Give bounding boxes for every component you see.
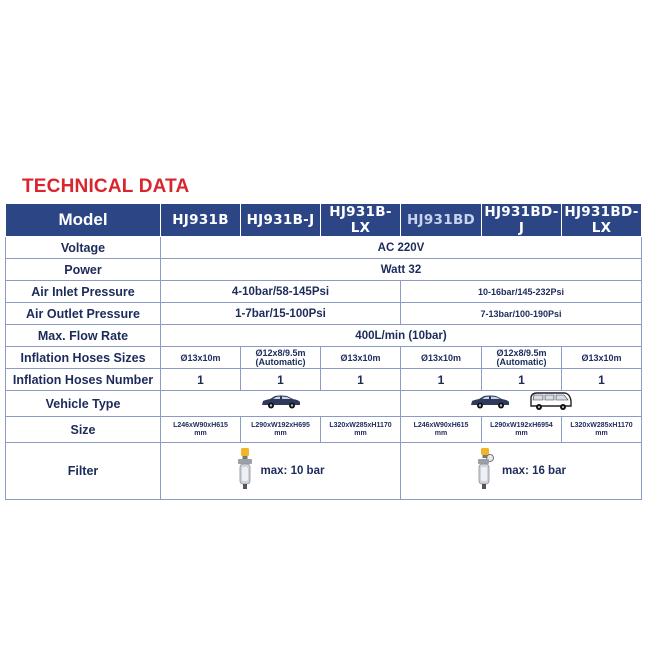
size-cell bbox=[401, 417, 482, 443]
air-inlet-value-bd: 10-16bar/145-232Psi bbox=[401, 281, 642, 303]
hose-size-cell bbox=[562, 347, 642, 369]
hose-number-value: 1 bbox=[161, 369, 241, 391]
size-cell bbox=[321, 417, 401, 443]
size-cell bbox=[482, 417, 562, 443]
air-inlet-label: Air Inlet Pressure bbox=[6, 281, 161, 303]
page-title: TECHNICAL DATA bbox=[22, 176, 190, 197]
size-label: Size bbox=[6, 417, 161, 443]
model-hj931bd: HJ931BD bbox=[401, 204, 482, 237]
van-icon bbox=[529, 391, 573, 416]
vehicle-type-b bbox=[161, 391, 401, 417]
size-unit: mm bbox=[595, 429, 608, 437]
hose-number-value: 1 bbox=[321, 369, 401, 391]
technical-data-table bbox=[5, 203, 642, 500]
filter-bd bbox=[401, 443, 642, 500]
size-text: L290xW192xH6954 bbox=[490, 421, 553, 429]
model-hj931bd-j: HJ931BD-J bbox=[482, 204, 562, 237]
hose-size-text: Ø12x8/9.5m bbox=[255, 347, 306, 358]
size-cell bbox=[562, 417, 642, 443]
car-icon bbox=[260, 393, 302, 414]
hose-size-text: Ø13x10m bbox=[180, 352, 221, 363]
hose-size-note: (Automatic) bbox=[496, 356, 547, 367]
model-hj931b-lx: HJ931B-LX bbox=[321, 204, 401, 237]
filter-label: Filter bbox=[6, 443, 161, 500]
hose-number-value: 1 bbox=[482, 369, 562, 391]
air-filter-regulator-icon bbox=[476, 447, 494, 496]
hose-size-note: (Automatic) bbox=[255, 356, 306, 367]
hose-size-text: Ø13x10m bbox=[420, 352, 462, 363]
hose-sizes-row bbox=[6, 347, 642, 369]
filter-b bbox=[161, 443, 401, 500]
model-hj931b-j: HJ931B-J bbox=[241, 204, 321, 237]
filter-max-bd: max: 16 bar bbox=[502, 465, 566, 477]
hose-size-cell bbox=[482, 347, 562, 369]
model-header-label: Model bbox=[6, 204, 161, 237]
size-unit: mm bbox=[274, 429, 287, 437]
voltage-label: Voltage bbox=[6, 237, 161, 259]
voltage-value: AC 220V bbox=[161, 237, 642, 259]
size-text: L320xW285xH1170 bbox=[329, 421, 392, 429]
air-outlet-label: Air Outlet Pressure bbox=[6, 303, 161, 325]
voltage-row bbox=[6, 237, 642, 259]
size-text: L290xW192xH695 bbox=[251, 421, 310, 429]
hose-size-text: Ø13x10m bbox=[340, 352, 381, 363]
flow-rate-row bbox=[6, 325, 642, 347]
hose-sizes-label: Inflation Hoses Sizes bbox=[6, 347, 161, 369]
size-unit: mm bbox=[354, 429, 367, 437]
size-cell bbox=[241, 417, 321, 443]
model-hj931bd-lx: HJ931BD-LX bbox=[562, 204, 642, 237]
hose-number-row bbox=[6, 369, 642, 391]
size-row bbox=[6, 417, 642, 443]
air-inlet-value-b: 4-10bar/58-145Psi bbox=[161, 281, 401, 303]
hose-number-value: 1 bbox=[241, 369, 321, 391]
size-text: L246xW90xH615 bbox=[413, 421, 469, 429]
size-cell bbox=[161, 417, 241, 443]
air-outlet-value-b: 1-7bar/15-100Psi bbox=[161, 303, 401, 325]
vehicle-type-row bbox=[6, 391, 642, 417]
size-unit: mm bbox=[515, 429, 528, 437]
size-unit: mm bbox=[434, 429, 448, 437]
hose-size-text: Ø13x10m bbox=[581, 352, 622, 363]
filter-row bbox=[6, 443, 642, 500]
air-outlet-value-bd: 7-13bar/100-190Psi bbox=[401, 303, 642, 325]
header-row bbox=[6, 204, 642, 237]
vehicle-type-bd bbox=[401, 391, 642, 417]
power-row bbox=[6, 259, 642, 281]
hose-size-cell bbox=[321, 347, 401, 369]
car-icon bbox=[469, 393, 511, 414]
size-text: L320xW285xH1170 bbox=[570, 421, 633, 429]
air-outlet-row bbox=[6, 303, 642, 325]
flow-rate-value: 400L/min (10bar) bbox=[161, 325, 642, 347]
hose-size-cell bbox=[161, 347, 241, 369]
power-value: Watt 32 bbox=[161, 259, 642, 281]
hose-number-value: 1 bbox=[401, 369, 482, 391]
air-filter-regulator-icon bbox=[237, 447, 253, 496]
vehicle-type-label: Vehicle Type bbox=[6, 391, 161, 417]
size-text: L246xW90xH615 bbox=[173, 421, 228, 429]
size-unit: mm bbox=[194, 429, 207, 437]
air-inlet-row bbox=[6, 281, 642, 303]
hose-size-cell bbox=[241, 347, 321, 369]
hose-size-text: Ø12x8/9.5m bbox=[496, 347, 547, 358]
hose-number-label: Inflation Hoses Number bbox=[6, 369, 161, 391]
filter-max-b: max: 10 bar bbox=[260, 465, 325, 477]
flow-rate-label: Max. Flow Rate bbox=[6, 325, 161, 347]
power-label: Power bbox=[6, 259, 161, 281]
hose-size-cell bbox=[401, 347, 482, 369]
hose-number-value: 1 bbox=[562, 369, 642, 391]
model-hj931b: HJ931B bbox=[161, 204, 241, 237]
